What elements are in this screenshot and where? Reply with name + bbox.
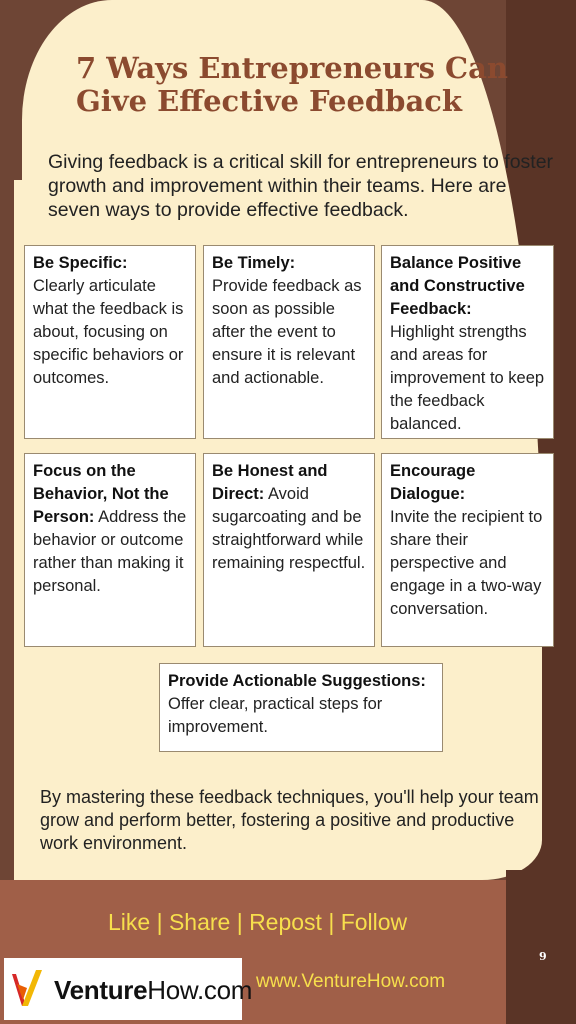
- footer-band-right: [506, 870, 576, 1024]
- social-cta: Like | Share | Repost | Follow: [108, 909, 408, 935]
- tip-card-actionable-suggestions: [159, 663, 443, 752]
- tip-body: Provide feedback as soon as possible after the event to ensure it is relevant and actionable.: [212, 277, 362, 387]
- brand-logo[interactable]: [4, 958, 253, 1020]
- tip-body: Avoid sugarcoating and be straightforward while remaining respectful.: [212, 485, 366, 572]
- logo-wordmark-bold: Venture: [54, 975, 148, 1005]
- tip-body: Highlight strengths and areas for improvement to keep the feedback balanced.: [390, 323, 545, 433]
- tip-heading: Be Honest and Direct:: [212, 462, 328, 503]
- tip-heading: Be Timely:: [212, 254, 296, 272]
- page-number: 9: [539, 950, 547, 963]
- tip-card-be-timely: [203, 245, 375, 439]
- tip-body: Invite the recipient to share their perspective and engage in a two-way conversation.: [390, 508, 543, 618]
- logo-wordmark: [54, 975, 252, 1006]
- tip-heading: Balance Positive and Constructive Feedback:: [390, 254, 525, 318]
- tip-heading: Be Specific:: [33, 254, 128, 272]
- tip-card-focus-behavior: [24, 453, 196, 647]
- venturehow-logo-icon: [8, 966, 46, 1012]
- website-link[interactable]: www.VentureHow.com: [256, 971, 446, 992]
- intro-text: Giving feedback is a critical skill for entrepreneurs to foster growth and improvement within their teams. Here are seven ways to provide effective feedback.: [48, 151, 554, 221]
- tip-card-balance-feedback: [381, 245, 554, 439]
- tip-card-honest-direct: [203, 453, 375, 647]
- tip-body: Address the behavior or outcome rather than making it personal.: [33, 508, 187, 595]
- tip-body: Clearly articulate what the feedback is about, focusing on specific behaviors or outcomes.: [33, 277, 184, 387]
- tip-heading: Focus on the Behavior, Not the Person:: [33, 462, 169, 526]
- tip-heading: Provide Actionable Suggestions:: [168, 672, 426, 690]
- tip-body: Offer clear, practical steps for improvement.: [168, 695, 383, 736]
- logo-wordmark-rest: How.com: [147, 975, 253, 1005]
- closing-text: By mastering these feedback techniques, you'll help your team grow and perform better, fostering a positive and productive work environment.: [40, 787, 539, 853]
- tip-heading: Encourage Dialogue:: [390, 462, 476, 503]
- tip-card-encourage-dialogue: [381, 453, 554, 647]
- tip-card-be-specific: [24, 245, 196, 439]
- page-title: 7 Ways Entrepreneurs Can Give Effective Feedback: [76, 51, 508, 118]
